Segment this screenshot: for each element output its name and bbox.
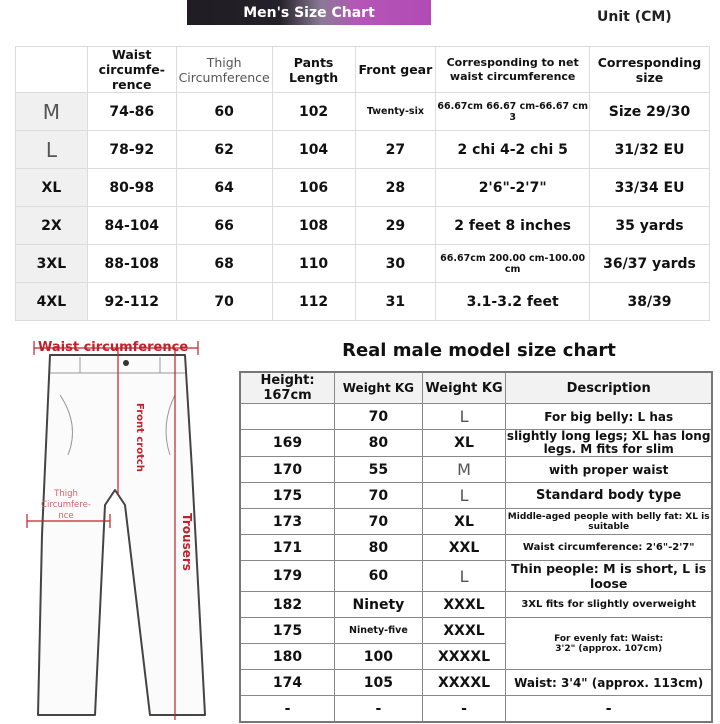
model-table-title: Real male model size chart xyxy=(342,340,616,361)
length-cell: 110 xyxy=(272,245,355,283)
thigh-cell: 70 xyxy=(176,283,272,321)
front-gear-cell: 31 xyxy=(355,283,436,321)
corr-size-cell: 36/37 yards xyxy=(590,245,710,283)
table-row xyxy=(240,535,712,561)
height-cell: 180 xyxy=(240,644,335,670)
height-cell: 175 xyxy=(240,483,335,509)
waist-cell: 74-86 xyxy=(87,93,176,131)
height-cell: 169 xyxy=(240,430,335,457)
weight-cell: 105 xyxy=(335,670,423,696)
waist-cell: 88-108 xyxy=(87,245,176,283)
description-cell: slightly long legs; XL has long legs. M fits for slim xyxy=(506,429,711,456)
size-table-header xyxy=(16,47,710,93)
height-cell: 175 xyxy=(240,618,335,644)
net-waist-cell: 2 feet 8 inches xyxy=(436,207,590,245)
description-cell: Middle-aged people with belly fat: XL is suitable xyxy=(506,509,712,535)
weight-cell: Ninety-five xyxy=(335,618,423,644)
size-cell: XL xyxy=(422,430,506,457)
length-cell: 102 xyxy=(272,93,355,131)
waist-cell: 84-104 xyxy=(87,207,176,245)
table-row xyxy=(240,592,712,618)
weight-cell: 80 xyxy=(335,430,423,457)
thigh-circumference-label: Thigh Circumfere-nce xyxy=(41,489,91,521)
description-cell: Waist circumference: 2'6"-2'7" xyxy=(506,535,712,561)
thigh-cell: 66 xyxy=(176,207,272,245)
waist-cell: 78-92 xyxy=(87,131,176,169)
height-cell: 173 xyxy=(240,509,335,535)
thigh-cell: 64 xyxy=(176,169,272,207)
size-cell: L xyxy=(16,131,88,169)
height-cell: 170 xyxy=(240,457,335,483)
table-row xyxy=(240,404,712,430)
weight-cell: - xyxy=(335,696,423,723)
size-table xyxy=(15,46,710,321)
col-header-weight: Weight KG xyxy=(335,372,423,404)
weight-cell: 70 xyxy=(335,483,423,509)
size-cell: XXXXL xyxy=(422,670,506,696)
size-cell: M xyxy=(422,457,506,483)
size-cell: 2X xyxy=(16,207,88,245)
col-header-thigh: Thigh Circumference xyxy=(176,47,272,93)
weight-cell: 60 xyxy=(335,561,423,592)
description-cell: Thin people: M is short, L is loose xyxy=(506,561,712,592)
weight-cell: Ninety xyxy=(335,592,423,618)
col-header-net-waist: Corresponding to net waist circumference xyxy=(436,47,590,93)
model-table-header xyxy=(240,372,712,404)
pants-diagram xyxy=(20,335,220,720)
thigh-cell: 60 xyxy=(176,93,272,131)
table-row xyxy=(240,618,712,644)
table-row xyxy=(240,561,712,592)
height-cell: 182 xyxy=(240,592,335,618)
front-gear-cell: 30 xyxy=(355,245,436,283)
description-cell: - xyxy=(506,696,712,723)
weight-cell: 100 xyxy=(335,644,423,670)
length-cell: 108 xyxy=(272,207,355,245)
net-waist-cell: 2'6"-2'7" xyxy=(436,169,590,207)
model-size-table xyxy=(239,371,713,723)
length-cell: 106 xyxy=(272,169,355,207)
waist-circumference-label: Waist circumference xyxy=(38,340,189,355)
weight-cell: 70 xyxy=(335,404,423,430)
weight-cell: 70 xyxy=(335,509,423,535)
size-cell: XL xyxy=(16,169,88,207)
net-waist-cell: 66.67cm 200.00 cm-100.00 cm xyxy=(436,245,590,283)
table-row xyxy=(240,430,712,457)
weight-cell: 55 xyxy=(335,457,423,483)
table-row xyxy=(240,483,712,509)
col-header-length: Pants Length xyxy=(272,47,355,93)
unit-label: Unit (CM) xyxy=(597,9,672,25)
col-header-corr-size: Corresponding size xyxy=(590,47,710,93)
col-header-height: Height: 167cm xyxy=(240,372,335,404)
size-cell: XXL xyxy=(422,535,506,561)
weight-cell: 80 xyxy=(335,535,423,561)
height-cell: 179 xyxy=(240,561,335,592)
size-cell: M xyxy=(16,93,88,131)
size-cell: 3XL xyxy=(16,245,88,283)
height-cell xyxy=(240,404,335,430)
trousers-label: Trousers xyxy=(180,513,194,571)
table-row xyxy=(16,169,710,207)
table-row xyxy=(16,245,710,283)
length-cell: 112 xyxy=(272,283,355,321)
table-row xyxy=(240,670,712,696)
corr-size-cell: 33/34 EU xyxy=(590,169,710,207)
size-cell: L xyxy=(422,561,506,592)
col-header-waist: Waist circumfe-rence xyxy=(87,47,176,93)
col-header-size xyxy=(16,47,88,93)
front-gear-cell: 29 xyxy=(355,207,436,245)
description-cell: with proper waist xyxy=(506,457,712,483)
waist-cell: 92-112 xyxy=(87,283,176,321)
size-cell: - xyxy=(422,696,506,723)
height-cell: - xyxy=(240,696,335,723)
height-cell: 171 xyxy=(240,535,335,561)
col-header-size: Weight KG xyxy=(422,372,506,404)
description-cell: Waist: 3'4" (approx. 113cm) xyxy=(506,670,712,696)
net-waist-cell: 2 chi 4-2 chi 5 xyxy=(436,131,590,169)
page-title: Men's Size Chart xyxy=(243,4,375,21)
description-cell: Standard body type xyxy=(506,483,712,509)
size-cell: 4XL xyxy=(16,283,88,321)
description-cell: 3XL fits for slightly overweight xyxy=(506,592,712,618)
table-row xyxy=(240,509,712,535)
net-waist-cell: 66.67cm 66.67 cm-66.67 cm 3 xyxy=(436,93,590,131)
front-gear-cell: 27 xyxy=(355,131,436,169)
corr-size-cell: Size 29/30 xyxy=(590,93,710,131)
col-header-description: Description xyxy=(506,372,712,404)
height-cell: 174 xyxy=(240,670,335,696)
table-row xyxy=(16,93,710,131)
length-cell: 104 xyxy=(272,131,355,169)
front-gear-cell: Twenty-six xyxy=(355,93,436,131)
table-row xyxy=(240,457,712,483)
col-header-front-gear: Front gear xyxy=(355,47,436,93)
size-cell: XXXXL xyxy=(422,644,506,670)
size-cell: L xyxy=(422,483,506,509)
size-cell: XXXL xyxy=(422,592,506,618)
corr-size-cell: 38/39 xyxy=(590,283,710,321)
size-cell: L xyxy=(422,404,506,430)
corr-size-cell: 35 yards xyxy=(590,207,710,245)
table-row xyxy=(240,696,712,723)
thigh-cell: 68 xyxy=(176,245,272,283)
description-cell: For big belly: L has xyxy=(506,404,712,430)
table-row xyxy=(16,207,710,245)
waist-cell: 80-98 xyxy=(87,169,176,207)
page-title-banner xyxy=(187,0,431,25)
thigh-cell: 62 xyxy=(176,131,272,169)
corr-size-cell: 31/32 EU xyxy=(590,131,710,169)
table-row xyxy=(16,283,710,321)
front-crotch-label: Front crotch xyxy=(134,403,145,472)
table-row xyxy=(16,131,710,169)
front-gear-cell: 28 xyxy=(355,169,436,207)
net-waist-cell: 3.1-3.2 feet xyxy=(436,283,590,321)
size-cell: XXXL xyxy=(422,618,506,644)
description-cell: For evenly fat: Waist: 3'2" (approx. 107cm) xyxy=(506,618,712,670)
size-cell: XL xyxy=(422,509,506,535)
